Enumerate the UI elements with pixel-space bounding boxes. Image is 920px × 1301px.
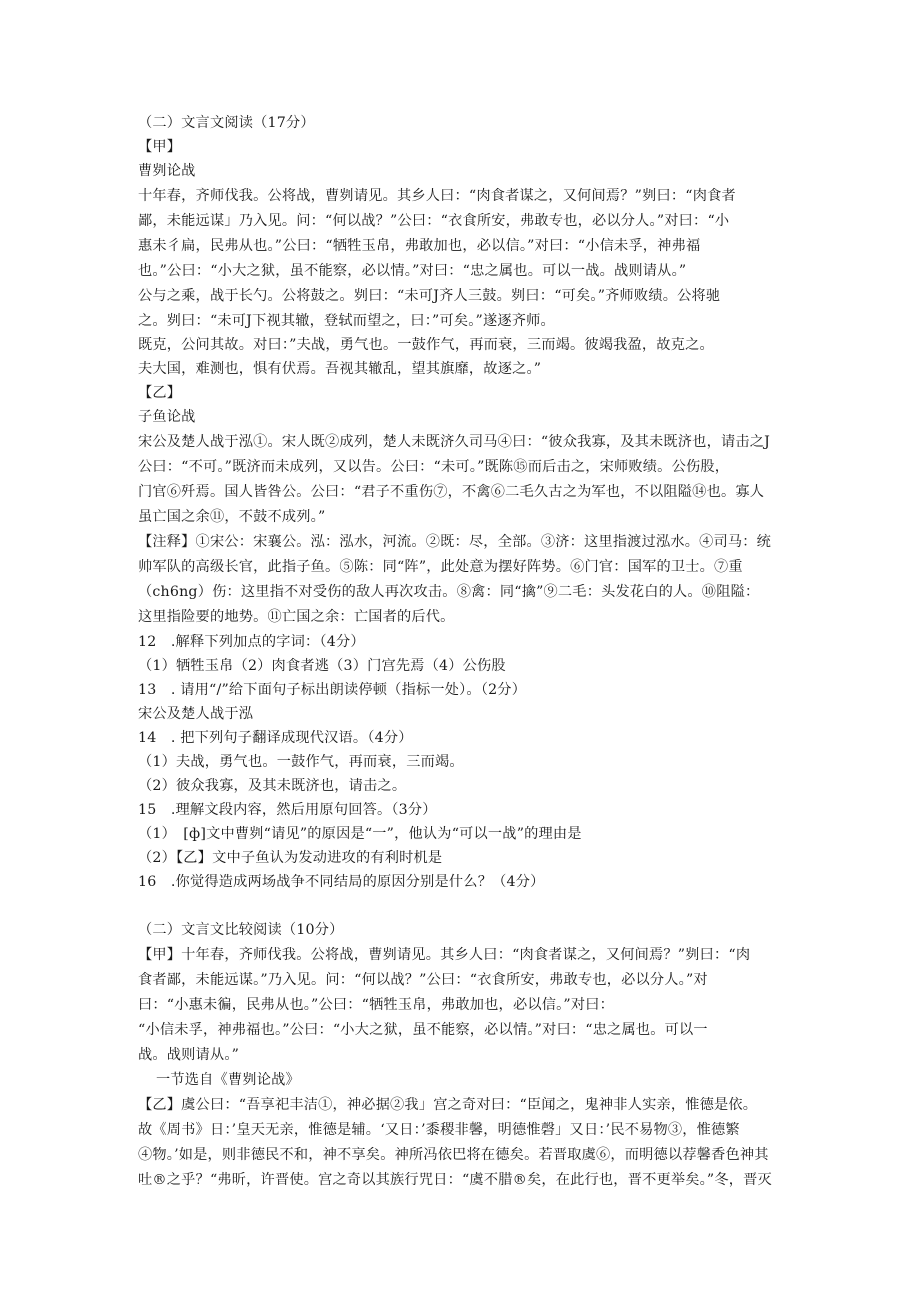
jia-line: 之。刿曰：“未可J下视其辙，登轼而望之，曰：”可矣。”遂逐齐师。 [138, 313, 555, 329]
jia-line: 既克，公问其故。对曰：”夫战，勇气也。一鼓作气，再而衰，三而竭。彼竭我盈，故克之。 [138, 337, 714, 353]
jia-line: 惠未彳扁，民弗从也。”公曰：“牺牲玉帛，弗敢加也，必以信。”对曰：“小信未孚，神弗福 [138, 238, 701, 254]
section2-source: 一节选自《曹刿论战》 [156, 1072, 300, 1088]
question-12: 12 .解释下列加点的字词：（4分） [138, 634, 365, 650]
section2-yi-line: ④物。’如是，则非德民不和，神不享矣。神所冯依巴将在德矣。若晋取虞⑥，而明德以荐馨香色神其 [138, 1147, 769, 1163]
question-14: 14 . 把下列句子翻译成现代汉语。（4分） [138, 730, 413, 746]
yi-label: 【乙】 [138, 385, 182, 401]
yi-title: 子鱼论战 [138, 409, 196, 425]
notes-line: 帅军队的高级长官，此指子鱼。⑤陈：同“阵”，此处意为摆好阵势。⑥门官：国军的卫士。⑦重 [138, 559, 743, 575]
question-13-sentence: 宋公及楚人战于泓 [138, 706, 254, 722]
question-15-item: （2）【乙】文中子鱼认为发动进攻的有利时机是 [138, 850, 443, 866]
notes-line: （ch6ng）伤：这里指不对受伤的敌人再次攻击。⑧禽：同“擒”⑨二毛：头发花白的人。⑩阻隘： [138, 584, 760, 600]
question-15: 15 .理解文段内容，然后用原句回答。（3分） [138, 802, 437, 818]
question-14-item: （2）彼众我寡，及其未既济也，请击之。 [138, 778, 407, 794]
yi-line: 虽亡国之余⑪，不鼓不成列。” [138, 509, 326, 525]
notes-line: 这里指险要的地势。⑪亡国之余：亡国者的后代。 [138, 609, 455, 625]
section2-yi-line: 故《周书》日：’皇天无亲，惟德是辅。‘又日：’黍稷非馨，明德惟磬」又日：’民不易物③，惟德繁 [138, 1122, 740, 1138]
jia-title: 曹刿论战 [138, 163, 196, 179]
section2-jia-line: 【甲】十年春，齐师伐我。公将战，曹刿请见。其乡人曰：“肉食者谋之，又何间焉？”刿曰：“肉 [138, 947, 751, 963]
section2-heading: （二）文言文比较阅读（10分） [138, 922, 344, 938]
question-13: 13 . 请用“/”给下面句子标出朗读停顿（指标一处）。（2分） [138, 682, 527, 698]
jia-line: 公与之乘，战于长勺。公将鼓之。刿曰：“未可J齐人三鼓。刿曰：“可矣。”齐师败绩。公将驰 [138, 288, 721, 304]
jia-line: 十年春，齐师伐我。公将战，曹刿请见。其乡人曰：“肉食者谋之，又何间焉？”刿曰：“肉食者 [138, 188, 736, 204]
question-16: 16 .你觉得造成两场战争不同结局的原因分别是什么？（4分） [138, 874, 545, 890]
jia-label: 【甲】 [138, 139, 182, 155]
yi-line: 门官⑥歼焉。国人皆咎公。公曰：“君子不重伤⑦，不禽⑥二毛久古之为军也，不以阻隘⑭也。寡人 [138, 484, 765, 500]
section2-jia-line: 曰：“小惠未徧，民弗从也。”公曰：“牺牲玉帛，弗敢加也，必以信。”对曰： [138, 997, 615, 1013]
jia-line: 鄙，未能远谋」乃入见。问：“何以战？”公曰：“衣食所安，弗敢专也，必以分人。”对曰：“小 [138, 213, 730, 229]
section2-yi-line: 【乙】虞公曰：“吾享祀丰洁①，神必据②我」宫之奇对曰：“臣闻之，鬼神非人实亲，惟德是依。 [138, 1097, 758, 1113]
yi-line: 宋公及楚人战于泓①。宋人既②成列，楚人未既济久司马④曰：“彼众我寡，及其未既济也，请击之J [138, 434, 771, 450]
yi-line: 公曰：“不可。”既济而未成列，又以告。公曰：“未可。”既陈⑮而后击之，宋师败绩。公伤股， [138, 459, 730, 475]
question-14-item: （1）夫战，勇气也。一鼓作气，再而衰，三而竭。 [138, 754, 464, 770]
section1-heading: （二）文言文阅读（17分） [138, 115, 315, 131]
question-15-item: （1） [ф]文中曹刿“请见”的原因是“一”，他认为“可以一战”的理由是 [138, 826, 582, 842]
section2-yi-line: 吐®之乎？“弗昕，许晋使。宫之奇以其族行咒日：“虞不腊®矣，在此行也，晋不更举矣。”冬，晋灭 [138, 1172, 772, 1188]
section2-jia-line: 战。战则请从。” [138, 1047, 240, 1063]
question-12-items: （1）牺牲玉帛（2）肉食者逃（3）门宫先焉（4）公伤股 [138, 658, 506, 674]
section2-jia-line: 食者鄙，未能远谋。”乃入见。问：“何以战？”公曰：“衣食所安，弗敢专也，必以分人。”对 [138, 972, 708, 988]
jia-line: 夫大国，难测也，惧有伏焉。吾视其辙乱，望其旗靡，故逐之。” [138, 361, 542, 377]
section2-jia-line: “小信未孚，神弗福也。”公曰：“小大之狱，虽不能察，必以情。”对曰：“忠之属也。可以一 [138, 1022, 708, 1038]
notes-line: 【注释】①宋公：宋襄公。泓：泓水，河流。②既：尽，全部。③济：这里指渡过泓水。④司马：统 [138, 534, 772, 550]
jia-line: 也。”公曰：“小大之狱，虽不能察，必以情。”对曰：“忠之属也。可以一战。战则请从。” [138, 263, 687, 279]
